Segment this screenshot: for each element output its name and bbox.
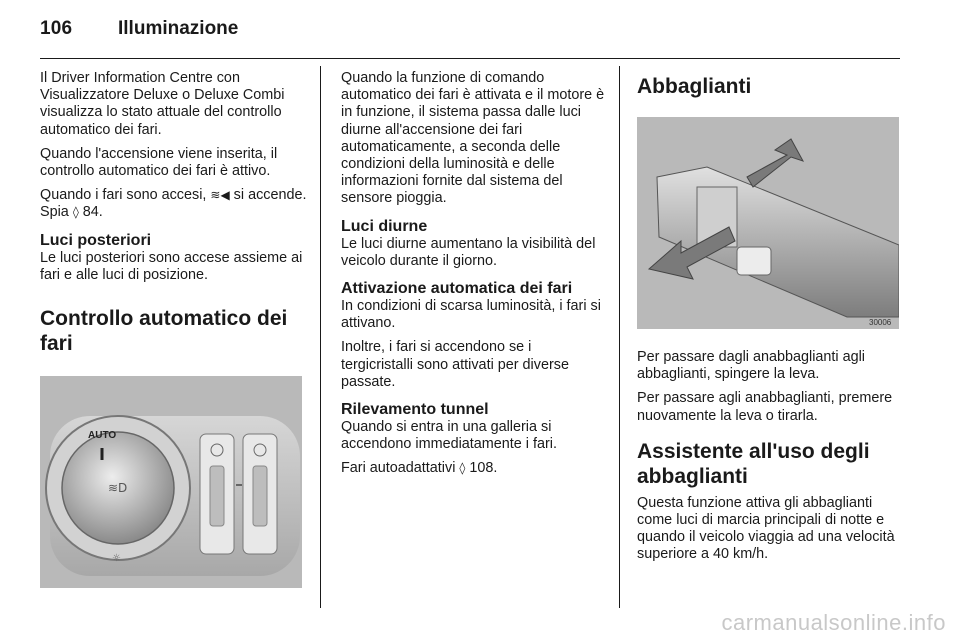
paragraph: Per passare agli anabbaglianti, premere nuovamente la leva o tirarla. (637, 390, 893, 424)
cross-reference-icon: ◊ (459, 461, 466, 476)
heading-assistente-abbaglianti: Assistente all'uso degli abbaglianti (637, 439, 870, 488)
paragraph: Quando i fari sono accesi, ≋◀ si accende. Spia ◊ 84. (40, 187, 307, 221)
heading-abbaglianti: Abbaglianti (637, 75, 752, 98)
watermark: carmanualsonline.info (721, 610, 946, 635)
heading-rilevamento-tunnel: Rilevamento tunnel (341, 401, 489, 419)
lever-image (637, 117, 899, 329)
column-1 (40, 70, 308, 588)
image-code: 30006 (869, 318, 892, 327)
column-divider-2 (619, 66, 620, 608)
lever-illustration (637, 117, 899, 329)
svg-text:☼: ☼ (112, 553, 121, 565)
paragraph: Quando si entra in una galleria si accendono immediatamente i fari. (341, 419, 557, 453)
heading-attivazione-automatica: Attivazione automatica dei fari (341, 280, 573, 298)
paragraph: Il Driver Information Centre con Visualizzatore Deluxe o Deluxe Combi visualizza lo stato attuale del controllo automatico dei fari. (40, 70, 285, 138)
headlight-icon: ≋◀ (210, 188, 230, 203)
light-switch-image (40, 376, 302, 588)
column-2 (341, 70, 605, 485)
heading-luci-diurne: Luci diurne (341, 217, 428, 235)
column-divider-1 (320, 66, 321, 608)
chapter-title: Illuminazione (118, 18, 239, 39)
paragraph: Per passare dagli anabbaglianti agli abbaglianti, spingere la leva. (637, 349, 866, 383)
column-3 (637, 70, 901, 571)
header-rule (40, 58, 900, 59)
light-switch-illustration (40, 376, 302, 588)
paragraph: Inoltre, i fari si accendono se i tergicristalli sono attivati per diverse passate. (341, 339, 569, 390)
svg-text:≋D: ≋D (108, 481, 128, 496)
heading-controllo-automatico: Controllo automatico dei fari (40, 307, 288, 356)
paragraph: Questa funzione attiva gli abbaglianti come luci di marcia principali di notte e quando il veicolo viaggia ad una velocità superiore a 40 km/h. (637, 494, 895, 563)
heading-luci-posteriori: Luci posteriori (40, 231, 152, 249)
page-number: 106 (40, 18, 73, 39)
paragraph: Quando l'accensione viene inserita, il controllo automatico dei fari è attivo. (40, 145, 278, 180)
paragraph: In condizioni di scarsa luminosità, i fari si attivano. (341, 298, 601, 332)
paragraph: Le luci posteriori sono accese assieme ai fari e alle luci di posizione. (40, 249, 303, 283)
paragraph: Quando la funzione di comando automatico dei fari è attivata e il motore è in funzione, il sistema passa dalle luci diurne all'accensione dei fari automaticamente, a seconda delle condizioni della luminosità e delle informazioni fornite dal sistema del sensore pioggia. (341, 70, 605, 207)
paragraph: Le luci diurne aumentano la visibilità del veicolo durante il giorno. (341, 235, 596, 269)
cross-reference-icon: ◊ (72, 205, 79, 220)
auto-label: AUTO (88, 430, 117, 442)
paragraph: Fari autoadattativi ◊ 108. (341, 460, 498, 477)
